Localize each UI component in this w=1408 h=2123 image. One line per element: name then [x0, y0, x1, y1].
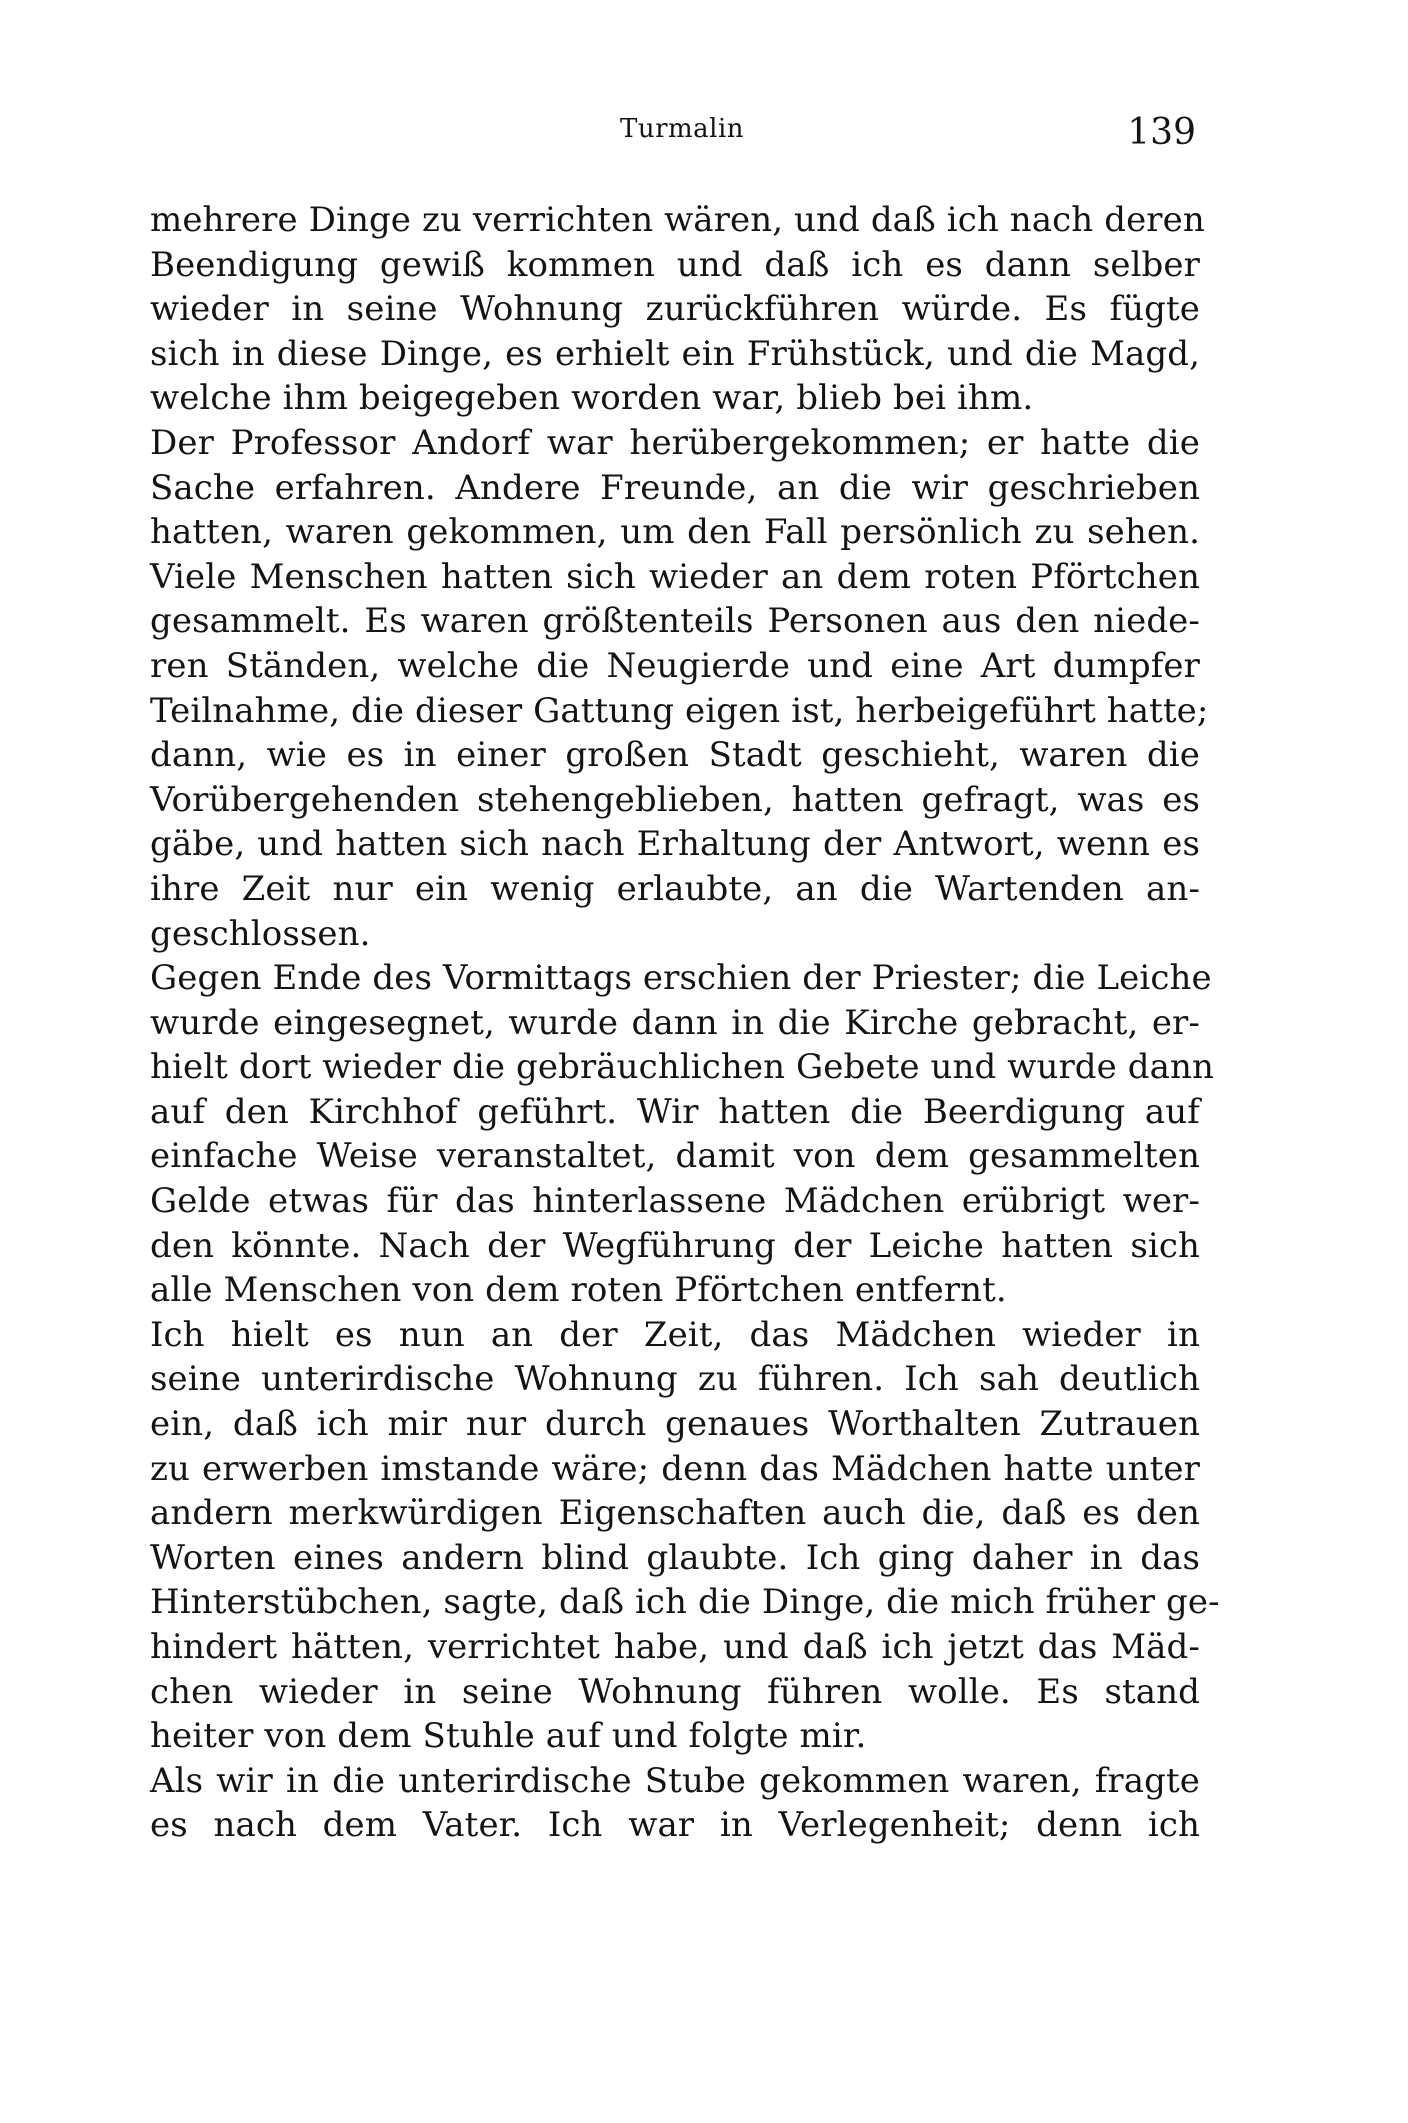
text-line: seine unterirdische Wohnung zu führen. Ich sah deutlich — [150, 1359, 1200, 1400]
text-line: Viele Menschen hatten sich wieder an dem roten Pförtchen — [150, 556, 1200, 597]
text-line: zu erwerben imstande wäre; denn das Mädchen hatte unter — [150, 1448, 1200, 1489]
text-line: wieder in seine Wohnung zurückführen würde. Es fügte — [150, 289, 1200, 330]
text-line: es nach dem Vater. Ich war in Verlegenheit; denn ich — [150, 1805, 1200, 1846]
text-line: andern merkwürdigen Eigenschaften auch die, daß es den — [150, 1493, 1200, 1534]
text-line: hatten, waren gekommen, um den Fall persönlich zu sehen. — [150, 512, 1200, 553]
text-line: Der Professor Andorf war herübergekommen; er hatte die — [150, 422, 1200, 463]
text-line: einfache Weise veranstaltet, damit von dem gesammelten — [150, 1136, 1200, 1177]
running-title: Turmalin — [620, 114, 745, 144]
text-line: Teilnahme, die dieser Gattung eigen ist, herbeigeführt hatte; — [150, 690, 1209, 731]
text-line: alle Menschen von dem roten Pförtchen entfernt. — [150, 1270, 1007, 1311]
text-line: Als wir in die unterirdische Stube gekommen waren, fragte — [150, 1760, 1200, 1801]
text-line: geschlossen. — [150, 913, 371, 954]
text-line: welche ihm beigegeben worden war, blieb bei ihm. — [150, 378, 1034, 419]
text-line: heiter von dem Stuhle auf und folgte mir. — [150, 1716, 867, 1757]
text-line: den könnte. Nach der Wegführung der Leiche hatten sich — [150, 1225, 1200, 1266]
text-line: Beendigung gewiß kommen und daß ich es dann selber — [150, 244, 1200, 285]
text-line: Gelde etwas für das hinterlassene Mädchen erübrigt wer- — [150, 1181, 1200, 1222]
text-line: Hinterstübchen, sagte, daß ich die Dinge, die mich früher ge- — [150, 1582, 1220, 1623]
text-line: auf den Kirchhof geführt. Wir hatten die Beerdigung auf — [150, 1091, 1200, 1132]
body-text — [150, 198, 1220, 1848]
text-line: Ich hielt es nun an der Zeit, das Mädchen wieder in — [150, 1314, 1200, 1355]
text-line: hielt dort wieder die gebräuchlichen Gebete und wurde dann — [150, 1047, 1215, 1088]
text-line: ihre Zeit nur ein wenig erlaubte, an die Wartenden an- — [150, 868, 1200, 909]
text-line: Gegen Ende des Vormittags erschien der Priester; die Leiche — [150, 958, 1212, 999]
text-line: Sache erfahren. Andere Freunde, an die wir geschrieben — [150, 467, 1200, 508]
text-line: gäbe, und hatten sich nach Erhaltung der Antwort, wenn es — [150, 824, 1200, 865]
text-line: gesammelt. Es waren größtenteils Personen aus den niede- — [150, 601, 1200, 642]
text-line: mehrere Dinge zu verrichten wären, und daß ich nach deren — [150, 200, 1205, 240]
text-line: chen wieder in seine Wohnung führen wolle. Es stand — [150, 1671, 1200, 1712]
text-line: dann, wie es in einer großen Stadt geschieht, waren die — [150, 735, 1200, 776]
text-line: wurde eingesegnet, wurde dann in die Kirche gebracht, er- — [150, 1002, 1200, 1043]
text-line: sich in diese Dinge, es erhielt ein Frühstück, und die Magd, — [150, 333, 1200, 374]
text-line: hindert hätten, verrichtet habe, und daß ich jetzt das Mäd- — [150, 1627, 1200, 1667]
text-line: Worten eines andern blind glaubte. Ich ging daher in das — [150, 1537, 1200, 1578]
page-number: 139 — [1127, 112, 1196, 153]
running-head — [0, 114, 1408, 154]
text-line: ein, daß ich mir nur durch genaues Worthalten Zutrauen — [150, 1404, 1200, 1445]
text-line: Vorübergehenden stehengeblieben, hatten gefragt, was es — [150, 779, 1200, 820]
text-line: ren Ständen, welche die Neugierde und eine Art dumpfer — [150, 645, 1200, 686]
